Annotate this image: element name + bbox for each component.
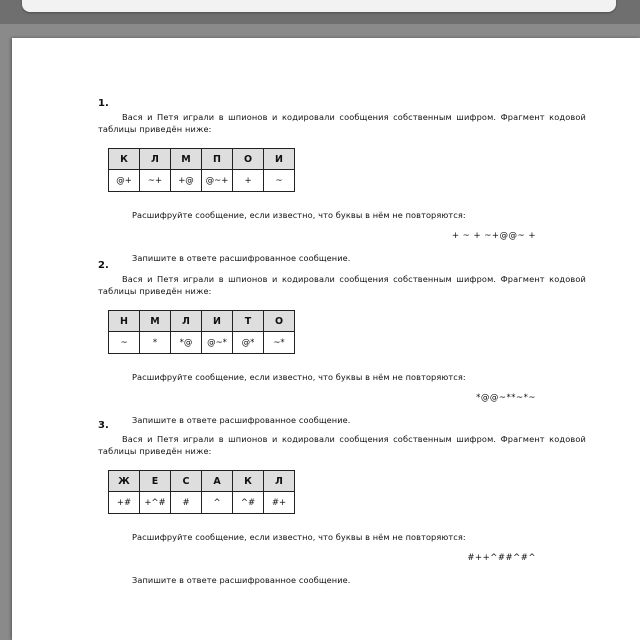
task-question: Расшифруйте сообщение, если известно, что буквы в нём не повторяются: — [132, 372, 466, 382]
code-cell: +# — [109, 492, 140, 514]
letter-cell: Л — [264, 471, 295, 492]
code-cell: #+ — [264, 492, 295, 514]
code-cell: + — [233, 170, 264, 192]
letter-cell: И — [264, 149, 295, 170]
code-cell: # — [171, 492, 202, 514]
code-cell: ~ — [264, 170, 295, 192]
letter-cell: П — [202, 149, 233, 170]
letter-cell: О — [233, 149, 264, 170]
letter-cell: М — [171, 149, 202, 170]
code-cell: +^# — [140, 492, 171, 514]
toolbar-pill[interactable] — [22, 0, 616, 12]
letter-cell: М — [140, 311, 171, 332]
letter-cell: Е — [140, 471, 171, 492]
task-text: Вася и Петя играли в шпионов и кодировали сообщения собственным шифром. Фрагмент кодовой таблицы приведён ниже: — [98, 274, 586, 296]
task-text: Вася и Петя играли в шпионов и кодировали сообщения собственным шифром. Фрагмент кодовой таблицы приведён ниже: — [98, 112, 586, 134]
code-table — [108, 470, 295, 514]
code-cell: ~* — [264, 332, 295, 354]
code-cell: @* — [233, 332, 264, 354]
code-cell: ^ — [202, 492, 233, 514]
code-cell: ~+ — [140, 170, 171, 192]
letter-cell: О — [264, 311, 295, 332]
code-table — [108, 148, 295, 192]
viewer-toolbar — [0, 0, 640, 24]
code-cell: ~ — [109, 332, 140, 354]
answer-prompt: Запишите в ответе расшифрованное сообщение. — [132, 575, 351, 585]
task-question: Расшифруйте сообщение, если известно, что буквы в нём не повторяются: — [132, 210, 466, 220]
task-number: 1. — [98, 98, 109, 109]
code-cell: @~+ — [202, 170, 233, 192]
answer-prompt: Запишите в ответе расшифрованное сообщение. — [132, 415, 351, 425]
letter-cell: Т — [233, 311, 264, 332]
code-table — [108, 310, 295, 354]
letter-cell: Ж — [109, 471, 140, 492]
cipher-message: + ~ + ~+@@~ + — [451, 231, 536, 241]
code-cell: * — [140, 332, 171, 354]
document-page — [12, 38, 640, 640]
letter-cell: И — [202, 311, 233, 332]
task-number: 3. — [98, 420, 109, 431]
cipher-message: #++^##^#^ — [467, 553, 536, 563]
task-question: Расшифруйте сообщение, если известно, что буквы в нём не повторяются: — [132, 532, 466, 542]
code-cell: +@ — [171, 170, 202, 192]
letter-cell: А — [202, 471, 233, 492]
task-number: 2. — [98, 260, 109, 271]
letter-cell: Л — [140, 149, 171, 170]
code-cell: @+ — [109, 170, 140, 192]
letter-cell: Н — [109, 311, 140, 332]
answer-prompt: Запишите в ответе расшифрованное сообщение. — [132, 253, 351, 263]
code-cell: @~* — [202, 332, 233, 354]
letter-cell: С — [171, 471, 202, 492]
letter-cell: К — [233, 471, 264, 492]
letter-cell: Л — [171, 311, 202, 332]
code-cell: *@ — [171, 332, 202, 354]
task-text: Вася и Петя играли в шпионов и кодировали сообщения собственным шифром. Фрагмент кодовой таблицы приведён ниже: — [98, 434, 586, 456]
cipher-message: *@@~**~*~ — [476, 393, 536, 403]
letter-cell: К — [109, 149, 140, 170]
code-cell: ^# — [233, 492, 264, 514]
